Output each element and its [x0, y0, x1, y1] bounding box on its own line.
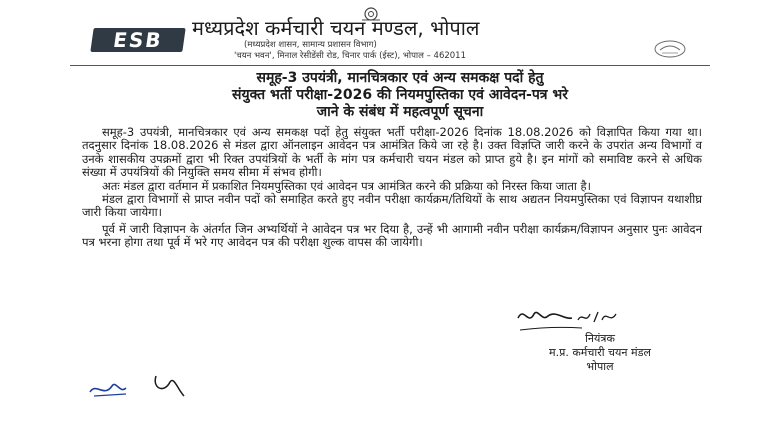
- campaign-logo-icon: [652, 38, 688, 60]
- notice-paragraph: समूह-3 उपयंत्री, मानचित्रकार एवं अन्य समकक्ष पदों हेतु संयुक्त भर्ती परीक्षा-2026 दिनांक 18.08.2026 को विज्ञापित किया गया था। तदनुसार दिनांक 18.08.2026 से मंडल द्वारा ऑनलाइन आवेदन पत्र आमंत्रित किये जा रहे है। उक्त विज्ञप्ति जारी करने के उपरांत अन्य विभागों व उनके शासकीय उपक्रमों द्वारा भी रिक्त उपयंत्रियों के भर्ती के मांग पत्र कर्मचारी चयन मंडल को प्राप्त हुये है। इन मांगों को समाविष्ट करने से अधिक संख्या में उपयंत्रियों की नियुक्ति समय सीमा में संभव होगी।: [82, 125, 702, 180]
- handwritten-initials: [86, 368, 206, 404]
- notice-paragraph: मंडल द्वारा विभागों से प्राप्त नवीन पदों को समाहित करते हुए नवीन परीक्षा कार्यक्रम/तिथियों के साथ अद्यतन नियमपुस्तिका एवं विज्ञापन यथाशीघ्र जारी किया जायेगा।: [82, 192, 702, 220]
- header-divider: [70, 65, 710, 66]
- signatory-organization: म.प्र. कर्मचारी चयन मंडल: [549, 346, 651, 359]
- esb-logo: ESB: [90, 28, 185, 52]
- notice-title-line: समूह-3 उपयंत्री, मानचित्रकार एवं अन्य समकक्ष पदों हेतु: [256, 70, 544, 86]
- organization-address: 'चयन भवन', मिनाल रेसीडेंसी रोड, चिनार पार्क (ईस्ट), भोपाल – 462011: [234, 51, 466, 61]
- signatory-title: नियंत्रक: [585, 332, 615, 345]
- notice-paragraph: अतः मंडल द्वारा वर्तमान में प्रकाशित नियमपुस्तिका एवं आवेदन पत्र आमंत्रित करने की प्रक्रिया को निरस्त किया जाता है।: [102, 178, 591, 193]
- signatory-city: भोपाल: [586, 360, 614, 373]
- organization-subtitle: (मध्यप्रदेश शासन, सामान्य प्रशासन विभाग): [244, 40, 377, 50]
- notice-title-line: संयुक्त भर्ती परीक्षा-2026 की नियमपुस्तिका एवं आवेदन-पत्र भरे: [232, 87, 568, 103]
- notice-paragraph: पूर्व में जारी विज्ञापन के अंतर्गत जिन अभ्यर्थियों ने आवेदन पत्र भर दिया है, उन्हें भी आगामी नवीन परीक्षा कार्यक्रम/विज्ञापन अनुसार पुनः आवेदन पत्र भरना होगा तथा पूर्व में भरे गए आवेदन पत्र की परीक्षा शुल्क वापस की जायेगी।: [82, 221, 702, 250]
- notice-body: [82, 126, 702, 250]
- notice-title: [120, 70, 680, 121]
- notice-title-line: जाने के संबंध में महत्वपूर्ण सूचना: [316, 104, 484, 120]
- organization-name: मध्यप्रदेश कर्मचारी चयन मण्डल, भोपाल: [192, 16, 480, 40]
